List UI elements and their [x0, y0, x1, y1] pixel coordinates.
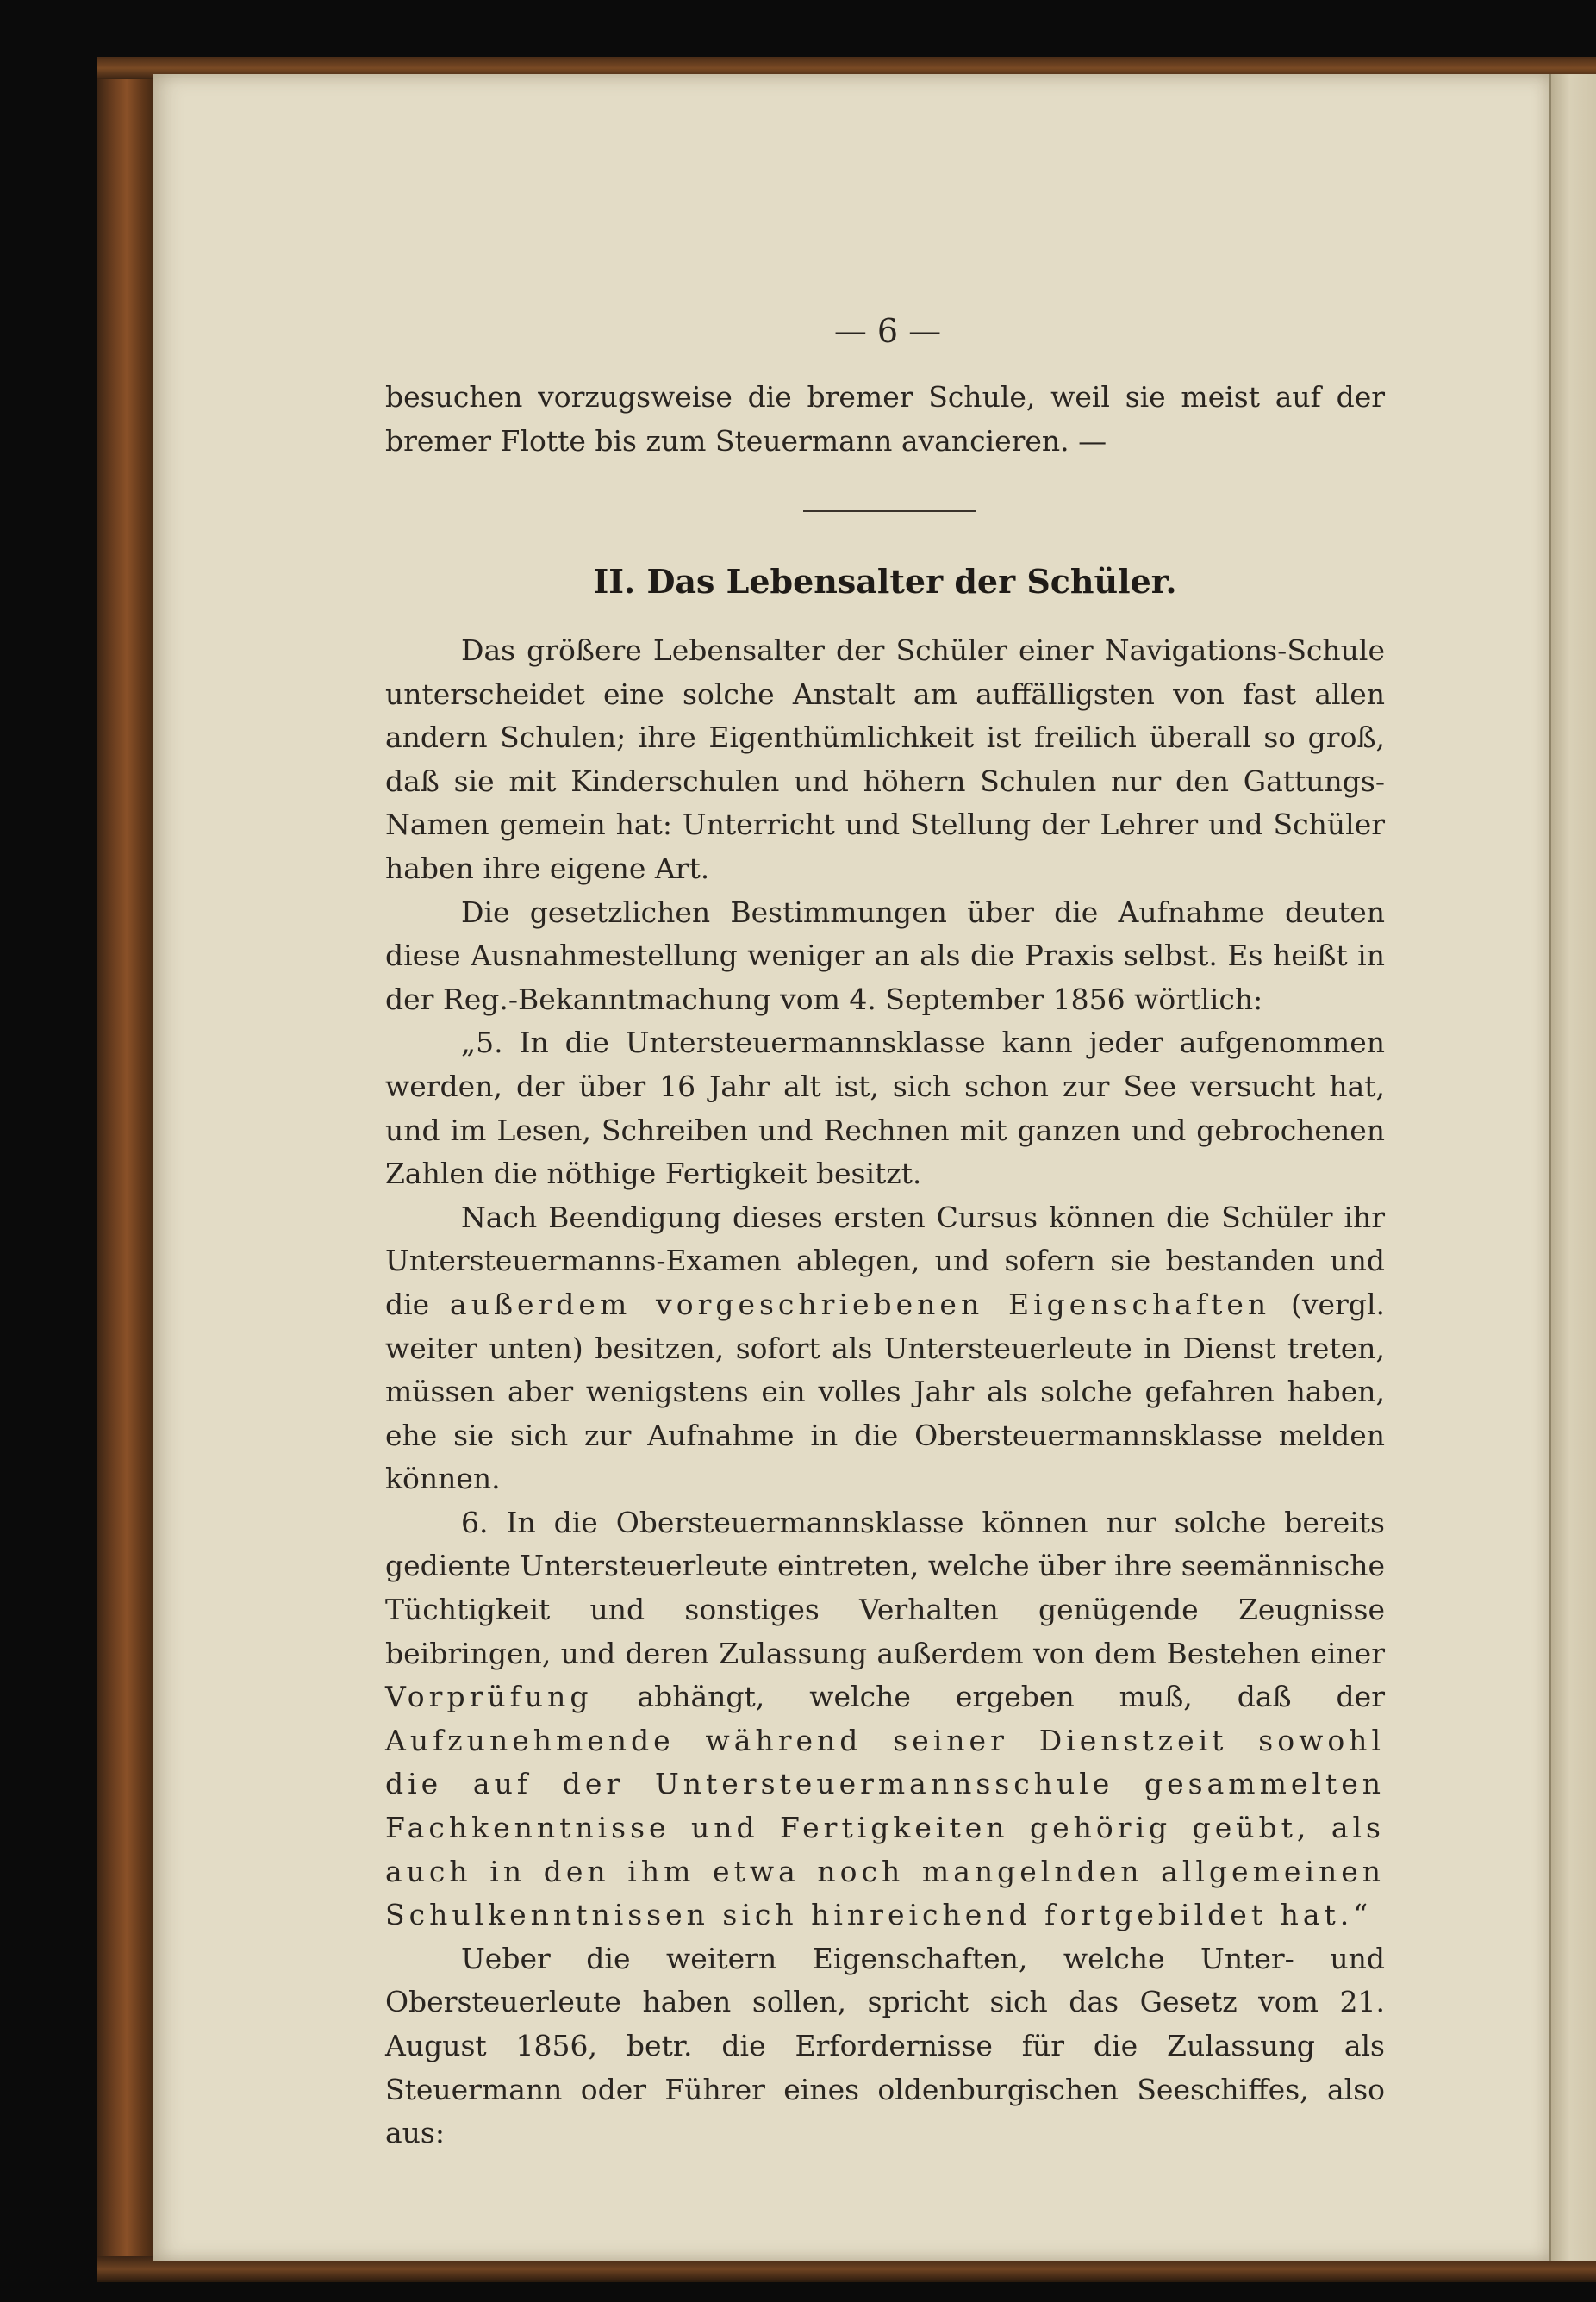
- quote-6-spaced-1: Vorprüfung: [385, 1680, 593, 1714]
- quote-section-6: [385, 1501, 1385, 1937]
- page-number: — 6 —: [833, 312, 942, 350]
- quote-6-spaced-2: Aufzunehmende während seiner Dienstzeit sowohl die auf der Untersteuermannsschule gesammelten Fachkenntnisse und Fertigkeiten gehörig geübt, als auch in den ihm etwa noch mangelnden allgemeinen Schulkenntnissen sich hinreichend fortgebildet hat.: [385, 1723, 1385, 1932]
- section-heading: II. Das Lebensalter der Schüler.: [593, 562, 1177, 601]
- intro-paragraph: besuchen vorzugsweise die bremer Schule, weil sie meist auf der bremer Flotte bis zum Steuermann avancieren. —: [385, 380, 1385, 458]
- text-block-intro: [385, 376, 1385, 463]
- paragraph-1: Das größere Lebensalter der Schüler einer Navigations-Schule unterscheidet eine solche Anstalt am auffälligsten von fast allen andern Schulen; ihre Eigenthümlichkeit ist freilich überall so groß, daß sie mit Kinderschulen und höhern Schulen nur den Gattungs-Namen gemein hat: Unterricht und Stellung der Lehrer und Schüler haben ihre eigene Art.: [385, 633, 1385, 885]
- quote-section-5-continued: [385, 1196, 1385, 1501]
- quote-6-text-2: abhängt, welche ergeben muß, daß der: [637, 1680, 1385, 1714]
- quote-5b-text-1: Nach Beendigung dieses ersten Cursus können die Schüler ihr Untersteuermanns-Examen ablegen, und sofern sie bestanden und die: [385, 1200, 1385, 1321]
- quote-6-text-1: 6. In die Obersteuermannsklasse können nur solche bereits gediente Untersteuerleute eintreten, welche über ihre seemännische Tüchtigkeit und sonstiges Verhalten genügende Zeugnisse beibringen, und deren Zulassung außerdem von dem Bestehen einer: [385, 1505, 1385, 1670]
- quote-5b-text-2: (vergl. weiter unten) besitzen, sofort als Untersteuerleute in Dienst treten, müssen aber wenigstens ein volles Jahr als solche gefahren haben, ehe sie sich zur Aufnahme in die Obersteuermannsklasse melden können.: [385, 1287, 1385, 1496]
- paragraph-2: Die gesetzlichen Bestimmungen über die Aufnahme deuten diese Ausnahmestellung weniger an als die Praxis selbst. Es heißt in der Reg.-Bekanntmachung vom 4. September 1856 wörtlich:: [385, 895, 1385, 1016]
- paragraph-3: Ueber die weitern Eigenschaften, welche Unter- und Obersteuerleute haben sollen, spricht sich das Gesetz vom 21. August 1856, betr. die Erfordernisse für die Zulassung als Steuermann oder Führer eines oldenburgischen Seeschiffes, also aus:: [385, 1941, 1385, 2150]
- text-block-main: [385, 629, 1385, 2155]
- quote-section-5: „5. In die Untersteuermannsklasse kann jeder aufgenommen werden, der über 16 Jahr alt ist, sich schon zur See versucht hat, und im Lesen, Schreiben und Rechnen mit ganzen und gebrochenen Zahlen die nöthige Fertigkeit besitzt.: [385, 1026, 1385, 1191]
- quote-5b-spaced: außerdem vorgeschriebenen Eigenschaften: [450, 1287, 1271, 1321]
- quote-6-end: “: [1353, 1898, 1368, 1932]
- section-divider: [803, 510, 976, 512]
- next-page-edge: [1549, 74, 1596, 2261]
